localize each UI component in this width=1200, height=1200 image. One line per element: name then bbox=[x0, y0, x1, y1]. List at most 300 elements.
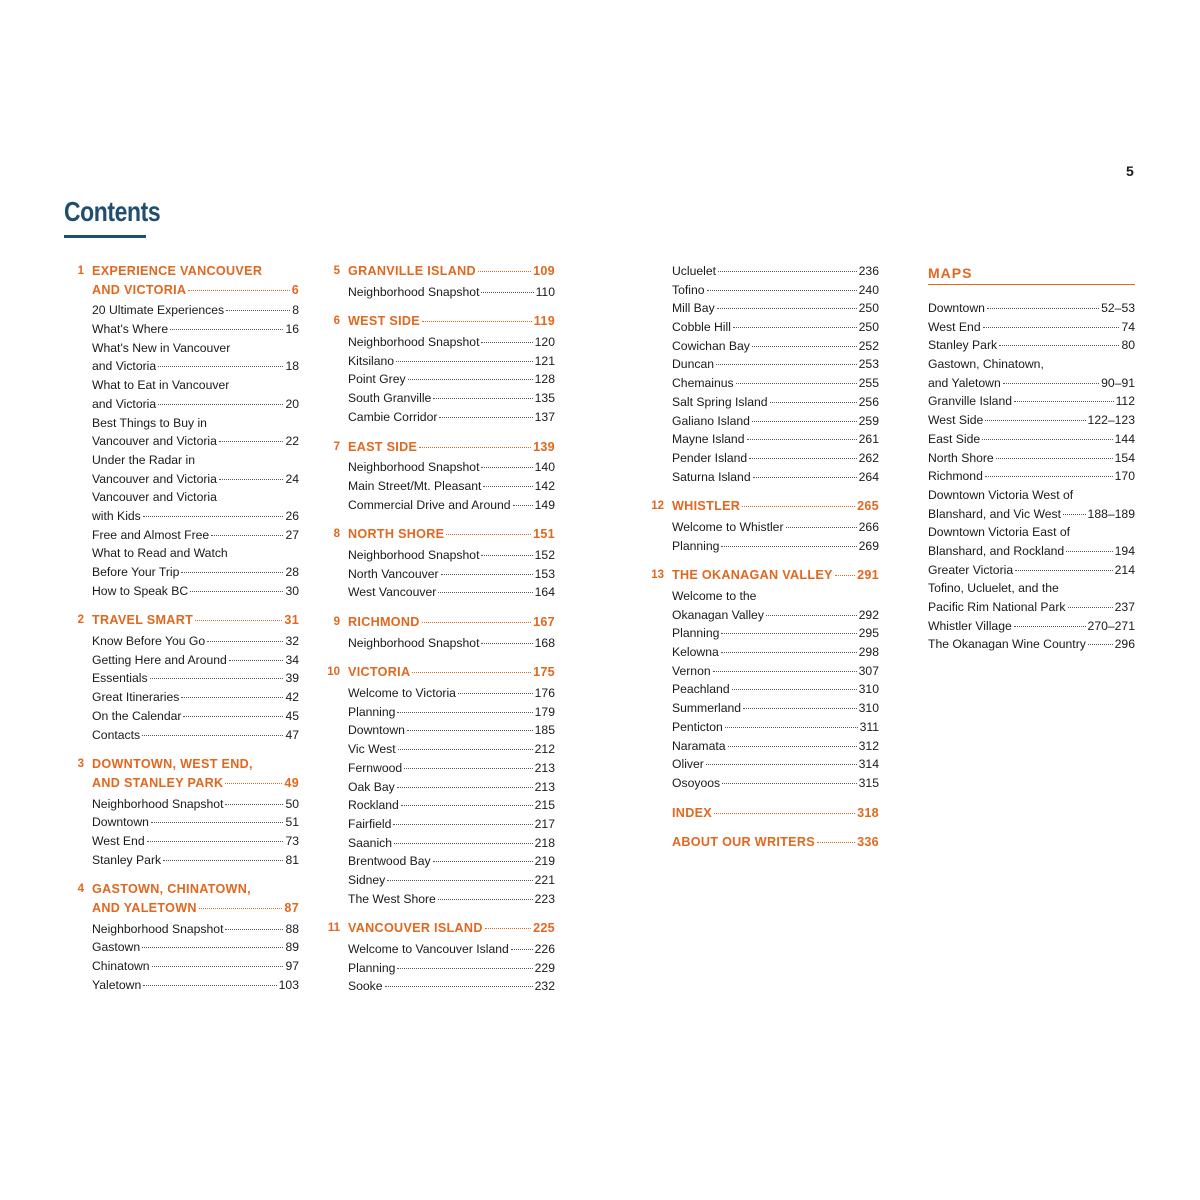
chapter-heading[interactable] bbox=[651, 497, 879, 516]
chapter-heading-line bbox=[672, 566, 879, 585]
chapter-heading[interactable] bbox=[672, 804, 879, 823]
chapter-heading[interactable] bbox=[333, 262, 555, 281]
toc-entry[interactable] bbox=[672, 624, 879, 643]
toc-entry-page: 185 bbox=[534, 723, 555, 738]
toc-entry[interactable] bbox=[348, 890, 555, 909]
toc-entry-title: and Victoria bbox=[92, 359, 157, 374]
toc-entry-title: Planning bbox=[672, 626, 720, 641]
dot-leader bbox=[1063, 514, 1086, 515]
dot-leader bbox=[485, 928, 531, 929]
toc-entry-page: 269 bbox=[858, 538, 879, 553]
toc-entry[interactable] bbox=[348, 389, 555, 408]
toc-entry-page: 18 bbox=[285, 359, 299, 374]
page-number: 5 bbox=[1126, 163, 1134, 179]
toc-entry-line bbox=[92, 470, 299, 489]
chapter-heading-page: 167 bbox=[533, 615, 555, 629]
toc-entry[interactable] bbox=[672, 262, 879, 281]
toc-entry[interactable] bbox=[92, 726, 299, 745]
toc-entry[interactable] bbox=[92, 832, 299, 851]
map-entry-line bbox=[928, 505, 1135, 524]
toc-entry-page: 50 bbox=[285, 796, 299, 811]
dot-leader bbox=[733, 327, 857, 328]
toc-entry-page: 259 bbox=[858, 413, 879, 428]
toc-entry[interactable] bbox=[672, 755, 879, 774]
toc-entry-title: Welcome to Vancouver Island bbox=[348, 942, 509, 956]
chapter-heading[interactable] bbox=[77, 755, 299, 792]
maps-heading: MAPS bbox=[928, 262, 1135, 285]
dot-leader bbox=[713, 671, 857, 672]
toc-entry-title: Welcome to Whistler bbox=[672, 519, 784, 534]
dot-leader bbox=[188, 290, 289, 291]
toc-entry-page: 176 bbox=[534, 686, 555, 701]
toc-entry[interactable] bbox=[672, 468, 879, 487]
chapter-heading-line bbox=[92, 611, 299, 630]
toc-entry-line bbox=[348, 977, 555, 996]
map-entry-line bbox=[928, 318, 1135, 337]
chapter-heading-line bbox=[92, 262, 299, 281]
toc-entry-title: Ucluelet bbox=[672, 264, 717, 278]
map-entry-page: 194 bbox=[1114, 543, 1135, 558]
toc-entry-page: 149 bbox=[534, 497, 555, 512]
toc-entry-page: 213 bbox=[534, 760, 555, 775]
toc-entry[interactable] bbox=[348, 496, 555, 515]
chapter-heading[interactable] bbox=[327, 919, 555, 938]
toc-entry[interactable] bbox=[92, 488, 299, 525]
map-entry-page: 74 bbox=[1121, 319, 1135, 334]
toc-entry[interactable] bbox=[92, 376, 299, 413]
dot-leader bbox=[835, 575, 855, 576]
toc-entry-line bbox=[348, 890, 555, 909]
dot-leader bbox=[786, 527, 857, 528]
dot-leader bbox=[481, 555, 532, 556]
dot-leader bbox=[707, 290, 857, 291]
toc-entry-line bbox=[672, 718, 879, 737]
toc-entry-page: 73 bbox=[285, 833, 299, 848]
map-entry-title: Gastown, Chinatown, bbox=[928, 357, 1044, 372]
dot-leader bbox=[985, 420, 1085, 421]
toc-entry[interactable] bbox=[348, 634, 555, 653]
toc-entry[interactable] bbox=[92, 339, 299, 376]
toc-entry-page: 217 bbox=[534, 816, 555, 831]
map-entry-line bbox=[928, 598, 1135, 617]
toc-column-3 bbox=[651, 262, 879, 852]
toc-entry-title: Fernwood bbox=[348, 760, 403, 775]
toc-entry-page: 219 bbox=[534, 854, 555, 869]
toc-entry[interactable] bbox=[672, 537, 879, 556]
toc-entry-title: Rockland bbox=[348, 798, 399, 813]
map-entry[interactable] bbox=[928, 318, 1135, 337]
map-entry-page: 270–271 bbox=[1087, 618, 1135, 633]
toc-entry-line bbox=[672, 518, 879, 537]
toc-entry-line bbox=[92, 357, 299, 376]
dot-leader bbox=[183, 716, 283, 717]
dot-leader bbox=[225, 783, 282, 784]
toc-entry[interactable] bbox=[348, 796, 555, 815]
toc-entry-title: Penticton bbox=[672, 719, 723, 734]
toc-entry-line bbox=[348, 759, 555, 778]
map-entry[interactable] bbox=[928, 467, 1135, 486]
toc-entry[interactable] bbox=[348, 740, 555, 759]
toc-entry-title: Vernon bbox=[672, 663, 711, 678]
toc-entry-line bbox=[348, 815, 555, 834]
toc-entry[interactable] bbox=[348, 721, 555, 740]
dot-leader bbox=[1014, 626, 1086, 627]
toc-entry[interactable] bbox=[348, 703, 555, 722]
map-entry-title: West Side bbox=[928, 413, 984, 428]
toc-entry-line bbox=[348, 583, 555, 602]
toc-entry[interactable] bbox=[92, 795, 299, 814]
dot-leader bbox=[438, 592, 532, 593]
dot-leader bbox=[721, 652, 857, 653]
dot-leader bbox=[983, 327, 1120, 328]
toc-entry[interactable] bbox=[348, 684, 555, 703]
toc-entry[interactable] bbox=[348, 871, 555, 890]
toc-entry-title: Naramata bbox=[672, 738, 726, 753]
map-entry-page: 188–189 bbox=[1087, 506, 1135, 521]
toc-entry-title: Vancouver and Victoria bbox=[92, 490, 217, 505]
map-entry[interactable] bbox=[928, 617, 1135, 636]
dot-leader bbox=[393, 824, 532, 825]
chapter-heading[interactable] bbox=[333, 613, 555, 632]
map-entry-title: Granville Island bbox=[928, 394, 1012, 409]
toc-entry-page: 256 bbox=[858, 394, 879, 409]
map-entry[interactable] bbox=[928, 299, 1135, 318]
toc-entry-line bbox=[92, 651, 299, 670]
dot-leader bbox=[150, 678, 284, 679]
toc-entry-title: Stanley Park bbox=[92, 852, 162, 867]
toc-entry-title: Under the Radar in bbox=[92, 452, 195, 467]
toc-entry-page: 252 bbox=[858, 338, 879, 353]
dot-leader bbox=[397, 787, 533, 788]
map-entry[interactable] bbox=[928, 523, 1135, 560]
dot-leader bbox=[207, 641, 283, 642]
toc-entry-page: 121 bbox=[534, 353, 555, 368]
chapter-heading-title: AND STANLEY PARK bbox=[92, 775, 224, 790]
toc-entry[interactable] bbox=[348, 815, 555, 834]
chapter-heading-line bbox=[348, 525, 555, 544]
chapter-heading[interactable] bbox=[77, 611, 299, 630]
toc-entry-page: 168 bbox=[534, 635, 555, 650]
dot-leader bbox=[1066, 551, 1112, 552]
dot-leader bbox=[199, 908, 283, 909]
toc-entry[interactable] bbox=[92, 544, 299, 581]
toc-entry-page: 24 bbox=[285, 471, 299, 486]
toc-entry-line bbox=[348, 959, 555, 978]
map-entry[interactable] bbox=[928, 336, 1135, 355]
toc-entry-line bbox=[92, 376, 299, 395]
maps-column bbox=[928, 262, 1135, 654]
toc-entry-line bbox=[672, 393, 879, 412]
toc-entry-title: Chinatown bbox=[92, 959, 150, 974]
chapter-heading-line bbox=[348, 663, 555, 682]
map-entry[interactable] bbox=[928, 635, 1135, 654]
map-entry[interactable] bbox=[928, 486, 1135, 523]
toc-entry[interactable] bbox=[92, 976, 299, 995]
map-entry-page: 52–53 bbox=[1101, 301, 1135, 315]
toc-entry[interactable] bbox=[348, 565, 555, 584]
toc-entry-page: 232 bbox=[534, 979, 555, 994]
toc-entry-title: Mayne Island bbox=[672, 432, 745, 447]
chapter-number: 5 bbox=[333, 265, 340, 277]
toc-entry[interactable] bbox=[672, 774, 879, 793]
toc-entry[interactable] bbox=[672, 412, 879, 431]
map-entry-title: West End bbox=[928, 319, 981, 334]
toc-entry[interactable] bbox=[348, 759, 555, 778]
chapter-heading-title: VANCOUVER ISLAND bbox=[348, 921, 483, 936]
toc-entry[interactable] bbox=[92, 320, 299, 339]
dot-leader bbox=[396, 361, 533, 362]
toc-entry-line bbox=[92, 813, 299, 832]
toc-entry[interactable] bbox=[672, 587, 879, 624]
map-entry-title: Tofino, Ucluelet, and the bbox=[928, 581, 1059, 596]
toc-entry-line bbox=[92, 632, 299, 651]
dot-leader bbox=[721, 633, 856, 634]
toc-entry-title: Sidney bbox=[348, 872, 386, 887]
dot-leader bbox=[190, 591, 283, 592]
toc-entry-title: Peachland bbox=[672, 682, 730, 697]
dot-leader bbox=[706, 764, 857, 765]
dot-leader bbox=[753, 477, 857, 478]
toc-entry-title: North Vancouver bbox=[348, 566, 439, 581]
chapter-number: 6 bbox=[333, 315, 340, 328]
map-entry[interactable] bbox=[928, 449, 1135, 468]
toc-entry[interactable] bbox=[672, 449, 879, 468]
toc-entry-title: Neighborhood Snapshot bbox=[348, 335, 480, 350]
toc-entry[interactable] bbox=[348, 940, 555, 959]
dot-leader bbox=[996, 458, 1113, 459]
toc-entry-page: 255 bbox=[858, 376, 879, 391]
map-entry-title: The Okanagan Wine Country bbox=[928, 637, 1086, 652]
toc-entry-line bbox=[672, 281, 879, 300]
map-entry-line bbox=[928, 411, 1135, 430]
dot-leader bbox=[732, 689, 857, 690]
map-entry-line bbox=[928, 449, 1135, 468]
toc-entry-page: 128 bbox=[534, 372, 555, 387]
toc-entry-line bbox=[672, 774, 879, 793]
toc-entry[interactable] bbox=[92, 632, 299, 651]
toc-column-2 bbox=[327, 262, 555, 996]
chapter-heading[interactable] bbox=[672, 833, 879, 852]
toc-entry[interactable] bbox=[92, 707, 299, 726]
toc-entry[interactable] bbox=[672, 699, 879, 718]
toc-entry[interactable] bbox=[672, 337, 879, 356]
toc-entry-title: Free and Almost Free bbox=[92, 527, 210, 542]
chapter-heading-page: 336 bbox=[857, 835, 879, 850]
toc-entry-line bbox=[348, 565, 555, 584]
toc-entry-title: and Victoria bbox=[92, 396, 157, 411]
chapter-heading-title: VICTORIA bbox=[348, 665, 411, 680]
toc-entry-page: 236 bbox=[858, 264, 879, 278]
toc-entry[interactable] bbox=[672, 518, 879, 537]
toc-entry[interactable] bbox=[348, 977, 555, 996]
toc-entry[interactable] bbox=[92, 957, 299, 976]
toc-entry[interactable] bbox=[348, 852, 555, 871]
toc-entry[interactable] bbox=[348, 583, 555, 602]
dot-leader bbox=[404, 768, 532, 769]
map-entry-title: North Shore bbox=[928, 450, 994, 465]
toc-entry[interactable] bbox=[92, 451, 299, 488]
toc-entry-page: 315 bbox=[858, 775, 879, 790]
map-entry[interactable] bbox=[928, 411, 1135, 430]
chapter-heading-line bbox=[92, 281, 299, 300]
dot-leader bbox=[142, 735, 283, 736]
map-entry-line bbox=[928, 523, 1135, 542]
toc-entry-line bbox=[672, 662, 879, 681]
map-entry-title: Pacific Rim National Park bbox=[928, 600, 1066, 614]
chapter-heading-line bbox=[92, 755, 299, 774]
toc-entry[interactable] bbox=[92, 651, 299, 670]
chapter-heading[interactable] bbox=[327, 663, 555, 682]
chapter-heading-title: TRAVEL SMART bbox=[92, 613, 194, 628]
toc-entry-page: 8 bbox=[292, 303, 299, 318]
map-entry[interactable] bbox=[928, 392, 1135, 411]
toc-entry-title: Getting Here and Around bbox=[92, 652, 227, 667]
toc-entry-line bbox=[348, 684, 555, 703]
toc-entry[interactable] bbox=[348, 408, 555, 427]
toc-entry-line bbox=[92, 726, 299, 745]
toc-entry[interactable] bbox=[348, 333, 555, 352]
toc-entry-title: Kitsilano bbox=[348, 353, 395, 368]
toc-entry[interactable] bbox=[92, 813, 299, 832]
dot-leader bbox=[397, 968, 532, 969]
chapter-number: 13 bbox=[651, 569, 664, 582]
toc-entry-page: 140 bbox=[534, 460, 555, 475]
map-entry-page: 170 bbox=[1114, 469, 1135, 484]
toc-entry[interactable] bbox=[348, 370, 555, 389]
toc-entry-line bbox=[672, 374, 879, 393]
chapter-heading-page: 119 bbox=[533, 314, 555, 329]
toc-entry[interactable] bbox=[348, 778, 555, 797]
chapter-heading[interactable] bbox=[77, 262, 299, 299]
map-entry-page: 112 bbox=[1115, 394, 1135, 409]
toc-entry[interactable] bbox=[672, 680, 879, 699]
toc-entry[interactable] bbox=[92, 851, 299, 870]
toc-entry[interactable] bbox=[672, 718, 879, 737]
toc-entry[interactable] bbox=[672, 281, 879, 300]
toc-entry-line bbox=[92, 582, 299, 601]
toc-entry[interactable] bbox=[92, 582, 299, 601]
toc-entry[interactable] bbox=[348, 283, 555, 302]
toc-entry-title: Neighborhood Snapshot bbox=[348, 635, 480, 650]
toc-entry-title: Before Your Trip bbox=[92, 565, 180, 579]
toc-entry-page: 310 bbox=[858, 682, 879, 697]
toc-entry[interactable] bbox=[672, 318, 879, 337]
toc-entry[interactable] bbox=[348, 352, 555, 371]
toc-entry[interactable] bbox=[348, 834, 555, 853]
dot-leader bbox=[511, 949, 533, 950]
toc-entry[interactable] bbox=[672, 643, 879, 662]
chapter-heading-page: 6 bbox=[291, 282, 299, 297]
toc-entry[interactable] bbox=[672, 393, 879, 412]
toc-entry-title: Cambie Corridor bbox=[348, 409, 438, 424]
toc-entry-line bbox=[92, 920, 299, 939]
toc-entry[interactable] bbox=[672, 662, 879, 681]
chapter-heading-page: 109 bbox=[533, 264, 555, 278]
toc-entry-line bbox=[672, 262, 879, 281]
toc-entry[interactable] bbox=[348, 458, 555, 477]
toc-entry[interactable] bbox=[92, 669, 299, 688]
toc-entry-page: 110 bbox=[535, 284, 555, 299]
toc-entry[interactable] bbox=[92, 920, 299, 939]
toc-entry-title: Sooke bbox=[348, 979, 383, 994]
chapter-heading[interactable] bbox=[333, 312, 555, 331]
toc-entry-line bbox=[92, 957, 299, 976]
dot-leader bbox=[728, 746, 857, 747]
chapter-heading-title: EXPERIENCE VANCOUVER bbox=[92, 264, 263, 278]
map-entry-page: 90–91 bbox=[1101, 375, 1135, 390]
toc-entry-line bbox=[92, 795, 299, 814]
toc-entry-line bbox=[348, 796, 555, 815]
toc-entry[interactable] bbox=[92, 938, 299, 957]
toc-entry[interactable] bbox=[672, 430, 879, 449]
dot-leader bbox=[483, 486, 532, 487]
toc-entry-line bbox=[92, 395, 299, 414]
toc-entry-line bbox=[348, 408, 555, 427]
chapter-heading[interactable] bbox=[77, 880, 299, 917]
toc-entry-page: 20 bbox=[285, 396, 299, 411]
dot-leader bbox=[725, 727, 858, 728]
map-entry[interactable] bbox=[928, 561, 1135, 580]
dot-leader bbox=[401, 805, 533, 806]
toc-entry[interactable] bbox=[348, 477, 555, 496]
toc-entry-title: Brentwood Bay bbox=[348, 854, 431, 869]
dot-leader bbox=[433, 398, 532, 399]
toc-entry-line bbox=[348, 458, 555, 477]
dot-leader bbox=[770, 402, 857, 403]
dot-leader bbox=[170, 329, 283, 330]
toc-entry[interactable] bbox=[672, 299, 879, 318]
toc-entry[interactable] bbox=[672, 355, 879, 374]
toc-entry-title: Point Grey bbox=[348, 372, 406, 387]
toc-entry[interactable] bbox=[92, 688, 299, 707]
map-entry-line bbox=[928, 486, 1135, 505]
toc-entry-title: Tofino bbox=[672, 282, 705, 297]
toc-entry-page: 51 bbox=[285, 815, 299, 830]
toc-column-1 bbox=[77, 262, 299, 994]
map-entry[interactable] bbox=[928, 430, 1135, 449]
toc-entry-line bbox=[672, 430, 879, 449]
dot-leader bbox=[438, 899, 533, 900]
map-entry-title: Greater Victoria bbox=[928, 562, 1014, 577]
toc-entry[interactable] bbox=[348, 959, 555, 978]
chapter-heading-page: 139 bbox=[533, 439, 555, 454]
toc-entry[interactable] bbox=[92, 414, 299, 451]
toc-entry-line bbox=[348, 940, 555, 959]
toc-entry-line bbox=[348, 389, 555, 408]
toc-entry[interactable] bbox=[672, 374, 879, 393]
toc-entry[interactable] bbox=[672, 737, 879, 756]
map-entry-page: 154 bbox=[1114, 450, 1135, 465]
map-entry[interactable] bbox=[928, 579, 1135, 616]
toc-entry-line bbox=[672, 449, 879, 468]
dot-leader bbox=[1015, 570, 1113, 571]
dot-leader bbox=[419, 447, 531, 448]
toc-entry-page: 218 bbox=[534, 835, 555, 850]
toc-entry[interactable] bbox=[92, 301, 299, 320]
dot-leader bbox=[151, 822, 284, 823]
chapter-heading[interactable] bbox=[651, 566, 879, 585]
dot-leader bbox=[387, 880, 532, 881]
map-entry-line bbox=[928, 579, 1135, 598]
toc-entry-page: 153 bbox=[534, 566, 555, 581]
map-entry-line bbox=[928, 561, 1135, 580]
toc-entry[interactable] bbox=[348, 546, 555, 565]
map-entry[interactable] bbox=[928, 355, 1135, 392]
toc-entry-title: Main Street/Mt. Pleasant bbox=[348, 478, 482, 493]
chapter-heading[interactable] bbox=[333, 438, 555, 457]
chapter-heading[interactable] bbox=[333, 525, 555, 544]
toc-entry[interactable] bbox=[92, 526, 299, 545]
